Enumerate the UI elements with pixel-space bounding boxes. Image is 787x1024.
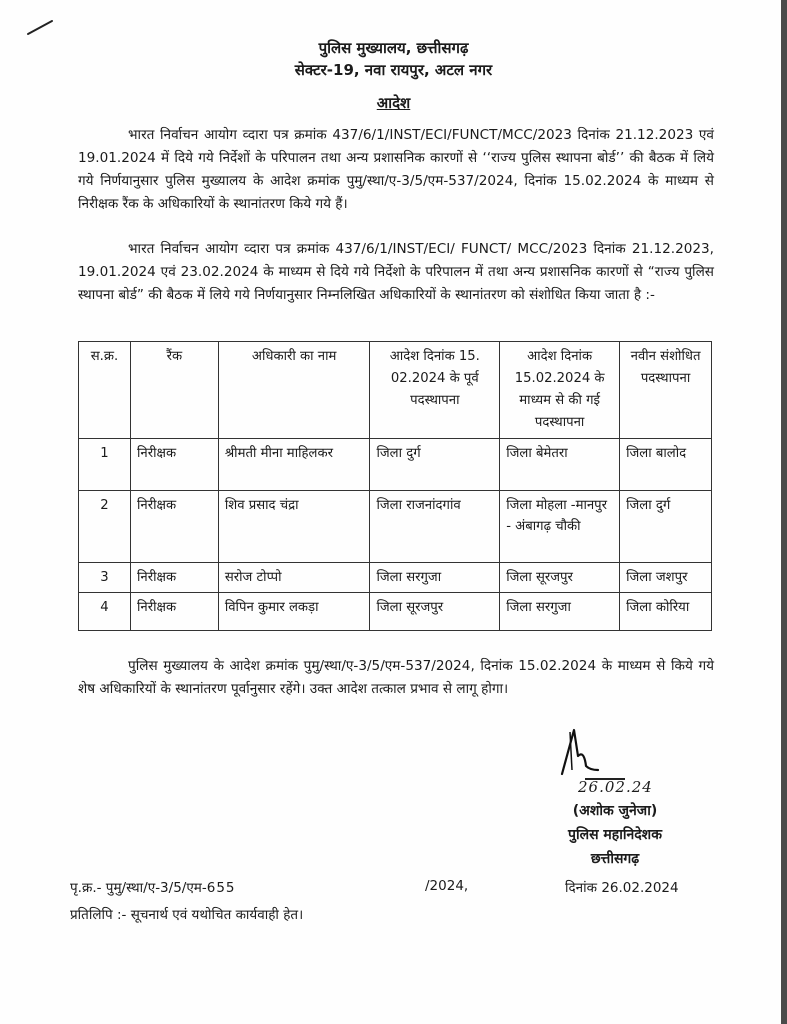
cell-posting-15-02: जिला बेमेतरा — [500, 439, 620, 491]
copy-to-note: प्रतिलिपि :- सूचनार्थ एवं यथोचित कार्यवाही हेत। — [70, 907, 304, 923]
issue-date: दिनांक 26.02.2024 — [565, 880, 679, 896]
reference-handwritten-number: 655 — [206, 880, 236, 896]
reference-year: /2024, — [425, 878, 469, 894]
cell-new-posting: जिला दुर्ग — [620, 491, 712, 563]
cell-serial: 4 — [79, 593, 131, 631]
pen-mark-icon — [26, 18, 54, 36]
col-serial: स.क्र. — [79, 342, 131, 439]
paragraph-2-text: भारत निर्वाचन आयोग व्दारा पत्र क्रमांक 437/6/1/INST/ECI/ FUNCT/ MCC/2023 दिनांक 21.12.2023, 19.01.2024 एवं 23.02.2024 के माध्यम से दिये गये निर्देशो के परिपालन में तथा अन्य प्रशासनिक कारणों से “राज्य पुलिस स्थापना बोर्ड” की बैठक में लिये गये निर्णयानुसार निम्नलिखित अधिकारियों के स्थानांतरण को संशोधित किया जाता है :- — [78, 241, 714, 303]
cell-officer-name: विपिन कुमार लकड़ा — [218, 593, 370, 631]
signatory-designation: पुलिस महानिदेशक — [568, 827, 662, 843]
cell-new-posting: जिला जशपुर — [620, 563, 712, 593]
cell-previous-posting: जिला दुर्ग — [370, 439, 500, 491]
handwritten-date: 26.02.24 — [578, 778, 653, 796]
transfer-table — [78, 341, 712, 631]
signature-icon — [540, 726, 610, 778]
cell-new-posting: जिला कोरिया — [620, 593, 712, 631]
cell-officer-name: श्रीमती मीना माहिलकर — [218, 439, 370, 491]
signatory-state: छत्तीसगढ़ — [590, 851, 640, 867]
cell-posting-15-02: जिला मोहला -मानपुर - अंबागढ़ चौकी — [500, 491, 620, 563]
cell-previous-posting: जिला सूरजपुर — [370, 593, 500, 631]
table-row — [79, 439, 712, 491]
signatory-name: (अशोक जुनेजा) — [572, 803, 658, 819]
table-row — [79, 593, 712, 631]
cell-rank: निरीक्षक — [130, 491, 218, 563]
cell-rank: निरीक्षक — [130, 439, 218, 491]
cell-posting-15-02: जिला सूरजपुर — [500, 563, 620, 593]
col-new-posting: नवीन संशोधित पदस्थापना — [620, 342, 712, 439]
paragraph-1-text: भारत निर्वाचन आयोग व्दारा पत्र क्रमांक 437/6/1/INST/ECI/FUNCT/MCC/2023 दिनांक 21.12.2023 एवं 19.01.2024 में दिये गये निर्देशों के परिपालन तथा अन्य प्रशासनिक कारणों से ‘‘राज्य पुलिस स्थापना बोर्ड’’ की बैठक में लिये गये निर्णयानुसार पुलिस मुख्यालय के आदेश क्रमांक पुमु/स्था/ए-3/5/एम-537/2024, दिनांक 15.02.2024 के माध्यम से निरीक्षक रैंक के अधिकारियों के स्थानांतरण किये गये हैं। — [78, 127, 714, 212]
paragraph-1 — [78, 124, 714, 216]
cell-previous-posting: जिला राजनांदगांव — [370, 491, 500, 563]
cell-rank: निरीक्षक — [130, 593, 218, 631]
reference-number — [70, 878, 236, 896]
org-name: पुलिस मुख्यालय, छत्तीसगढ़ — [318, 39, 469, 57]
cell-new-posting: जिला बालोद — [620, 439, 712, 491]
table-row — [79, 563, 712, 593]
table-header-row — [79, 342, 712, 439]
cell-posting-15-02: जिला सरगुजा — [500, 593, 620, 631]
cell-previous-posting: जिला सरगुजा — [370, 563, 500, 593]
col-previous-posting: आदेश दिनांक 15. 02.2024 के पूर्व पदस्थापना — [370, 342, 500, 439]
reference-prefix: पृ.क्र.- पुमु/स्था/ए-3/5/एम- — [70, 880, 207, 896]
col-posting-15-02: आदेश दिनांक 15.02.2024 के माध्यम से की गई पदस्थापना — [500, 342, 620, 439]
paragraph-2 — [78, 238, 714, 307]
cell-serial: 3 — [79, 563, 131, 593]
paragraph-3-text: पुलिस मुख्यालय के आदेश क्रमांक पुमु/स्था/ए-3/5/एम-537/2024, दिनांक 15.02.2024 के माध्यम से किये गये शेष अधिकारियों के स्थानांतरण पूर्वानुसार रहेंगे। उक्त आदेश तत्काल प्रभाव से लागू होगा। — [78, 658, 714, 697]
org-address: सेक्टर-19, नवा रायपुर, अटल नगर — [294, 61, 493, 79]
col-officer-name: अधिकारी का नाम — [218, 342, 370, 439]
cell-serial: 1 — [79, 439, 131, 491]
cell-officer-name: शिव प्रसाद चंद्रा — [218, 491, 370, 563]
paragraph-3 — [78, 655, 714, 701]
cell-rank: निरीक्षक — [130, 563, 218, 593]
cell-officer-name: सरोज टोप्पो — [218, 563, 370, 593]
scan-edge — [781, 0, 787, 1024]
table-row — [79, 491, 712, 563]
col-rank: रैंक — [130, 342, 218, 439]
cell-serial: 2 — [79, 491, 131, 563]
order-title: आदेश — [376, 94, 411, 112]
